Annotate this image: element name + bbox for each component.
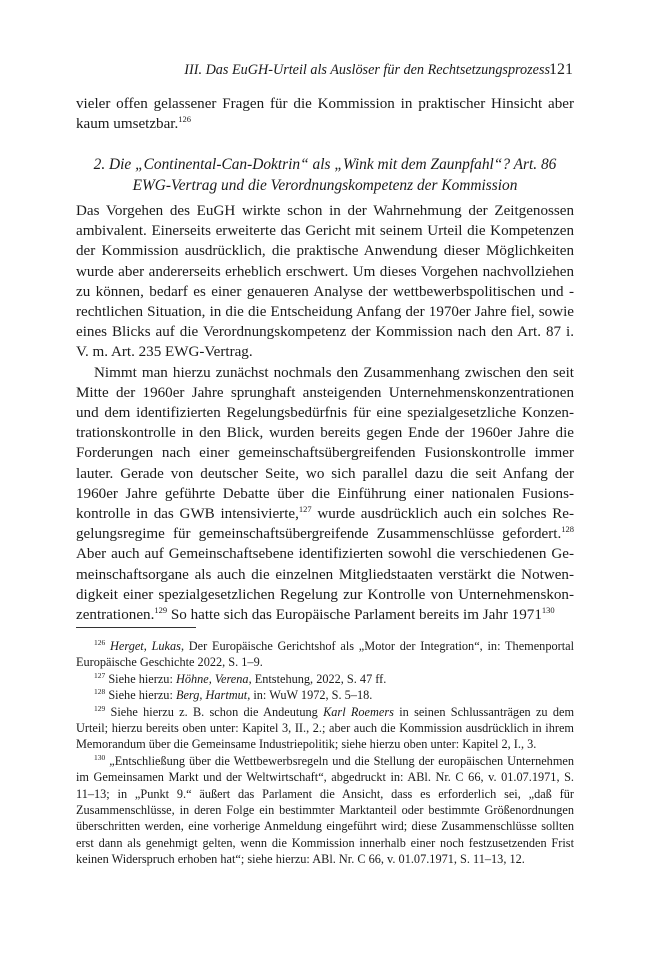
footnote-number: 130 — [94, 752, 106, 762]
footnote-author: Karl Roemers — [323, 704, 394, 719]
footnote-text: „Entschließung über die Wettbewerbsregeln und die Stellung der europäischen Unternehmen im Gemeinsamen Markt und der Weltwirtschaft“, abgedruckt in: ABl. Nr. C 66, v. 01.07.1971, S. 11–13; in „Punkt 9.“ äußert das Parlament die Ansicht, dass es erforderlich sei, „daß für Zusammenschlüsse, in deren Folge ein bestimmter Marktanteil oder bestimmte Größenordnungen überschritten werden, eine vorherige Anmeldung eingeführt wird; diese Zusammenschlüsse sollten erst dann als genehmigt gelten, wenn die Kommission innerhalb einer noch festzusetzenden Frist keinen Widerspruch erhoben hat“; siehe hierzu: ABl. Nr. C 66, v. 01.07.1971, S. 11–13, 12. — [76, 753, 575, 867]
paragraph-2-part4: So hatte sich das Europäische Parlament bereits im Jahr 1971 — [167, 607, 542, 624]
footnote-ref-129[interactable]: 129 — [154, 605, 168, 616]
footnote-prefix: Siehe hierzu: — [108, 688, 176, 703]
section-heading-line2: EWG-Vertrag und die Verordnungskompetenz der Kommission — [132, 177, 518, 194]
paragraph-1: Das Vorgehen des EuGH wirkte schon in der Wahrnehmung der Zeitgenossen ambivalent. Einerseits erweiterte das Gericht mit seinem Urteil die Kompetenzen der Kommission ausdrücklich, die praktische Anwendung dieser Möglichkeiten wurde aber andererseits erheblich erschwert. Um dieses Vorgehen nachvollziehen zu können, bedarf es einer genaueren Analyse der wettbewerbspolitischen und -rechtlichen Situation, in die die Entscheidung Anfang der 1970er Jahre fiel, sowie eines Blicks auf die Verordnungskompetenz der Kommission nach den Art. 87 i. V. m. Art. 235 EWG-Vertrag. — [76, 203, 574, 361]
footnote-text: , Der Europäische Gerichtshof als „Motor der Integration“, in: Themenportal Europäische Geschichte 2022, S. 1–9. — [76, 639, 575, 670]
continued-paragraph — [76, 94, 574, 134]
footnotes — [76, 638, 574, 868]
footnote-number: 127 — [94, 670, 106, 680]
continued-text: vieler offen gelassener Fragen für die Kommission in praktischer Hinsicht aber kaum umsetzbar. — [76, 96, 574, 133]
footnote-ref-127[interactable]: 127 — [298, 504, 312, 515]
footnote-number: 126 — [94, 638, 106, 647]
footnote-ref-126[interactable]: 126 — [178, 114, 192, 125]
footnote-text: , Entstehung, 2022, S. 47 ff. — [248, 671, 387, 686]
section-heading — [76, 154, 574, 196]
running-head: III. Das EuGH-Urteil als Auslöser für den Rechtsetzungsprozess — [184, 62, 550, 78]
footnote-text: , in: WuW 1972, S. 5–18. — [247, 688, 373, 703]
footnote-127 — [76, 671, 574, 687]
footnote-126 — [76, 638, 574, 671]
paragraph-2-part2: wurde ausdrücklich auch ein solches Regelungsregime für gemeinschaftsübergreifende Zusammenschlüsse gefordert. — [76, 506, 574, 543]
footnote-number: 128 — [94, 687, 106, 697]
footnote-text: in seinen Schlussanträgen zu dem Urteil; hierzu bereits oben unter: Kapitel 3, II., 2.; aber auch die Kommission ausdrücklich in ihrem Memorandum über die Gemeinsame Industriepolitik; siehe hierzu oben unter: Kapitel 2, I., 3. — [76, 704, 575, 752]
footnote-130 — [76, 753, 574, 868]
footnote-author: Herget, Lukas — [110, 639, 181, 653]
footnote-128 — [76, 687, 574, 703]
section-heading-line1: 2. Die „Continental-Can-Doktrin“ als „Wink mit dem Zaunpfahl“? Art. 86 — [93, 156, 557, 173]
paragraph-2 — [76, 363, 574, 626]
footnote-number: 129 — [94, 703, 106, 713]
paragraph-2-part3: Aber auch auf Gemeinschaftsebene identifizierten sowohl die verschiedenen Gemeinschaftsorgane als auch die einzelnen Mitgliedstaaten verstärkt die Notwendigkeit einer spezialgesetzlichen Regelung zur Kontrolle von Unternehmenskonzentrationen. — [76, 546, 574, 624]
footnote-author: Höhne, Verena — [175, 671, 249, 686]
footnote-author: Berg, Hartmut — [175, 688, 248, 703]
footnote-separator — [76, 627, 196, 628]
footnote-ref-128[interactable]: 128 — [561, 524, 574, 535]
footnote-129 — [76, 704, 574, 753]
page-number: 121 — [549, 61, 573, 78]
body-text — [76, 201, 574, 625]
paragraph-2-part1: Nimmt man hierzu zunächst nochmals den Zusammenhang zwischen den seit Mitte der 1960er Jahre sprunghaft ansteigenden Unternehmenskonzentrationen und dem identifizierten Regelungsbedürfnis für eine spezialgesetzliche Konzentrationskontrolle in den Blick, wurden bereits gegen Ende der 1960er Jahre die Forderungen nach einer gemeinschaftsübergreifenden Fusionskontrolle immer lauter. Gerade von deutscher Seite, wo sich parallel dazu die seit Anfang der 1960er Jahre geführte Debatte über die Einführung einer nationalen Fusionskontrolle in das GWB intensivierte, — [76, 364, 574, 523]
footnote-prefix: Siehe hierzu: — [108, 671, 176, 686]
footnote-prefix: Siehe hierzu z. B. schon die Andeutung — [110, 704, 324, 719]
footnote-ref-130[interactable]: 130 — [541, 605, 555, 616]
